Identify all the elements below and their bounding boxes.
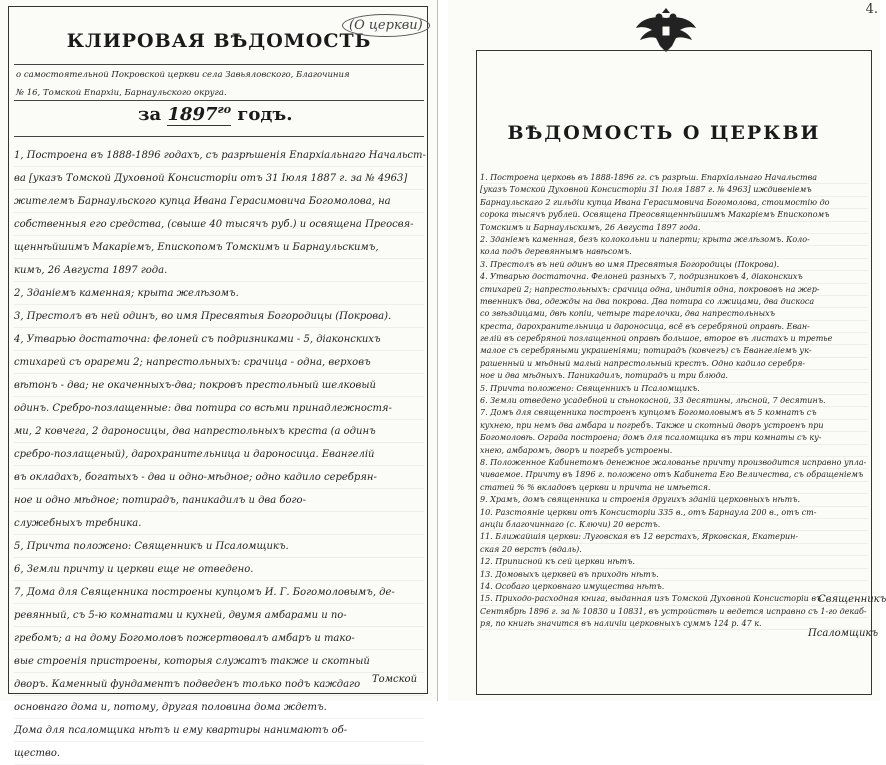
manuscript-line: служебныхъ требника. bbox=[14, 512, 424, 535]
manuscript-line: Барнаульскаго 2 гильдіи купца Ивана Герасимовича Богомолова, стоимостію до bbox=[480, 197, 868, 209]
manuscript-line: 10. Разстояніе церкви отъ Консисторіи 335 в., отъ Барнаула 200 в., отъ ст- bbox=[480, 507, 868, 519]
manuscript-line: стихарей съ орареми 2; напрестольныхъ: срачица - одна, верховъ bbox=[14, 351, 424, 374]
manuscript-line: статей % % вкладовъ церкви и причта не имѣется. bbox=[480, 482, 868, 494]
year-prefix: за bbox=[138, 104, 162, 125]
page-number: 4. bbox=[865, 2, 878, 17]
manuscript-line: въ окладахъ, богатыхъ - два и одно-мѣдное; одно кадило серебрян- bbox=[14, 466, 424, 489]
manuscript-line: 3. Престолъ въ ней одинъ во имя Пресвятыя Богородицы (Покрова). bbox=[480, 259, 868, 271]
manuscript-line: ное и одно мѣдное; потирадъ, паникадилъ и два бого- bbox=[14, 489, 424, 512]
manuscript-line: собственныя его средства, (свыше 40 тысячъ руб.) и освящена Преосвя- bbox=[14, 213, 424, 236]
manuscript-line: 6, Земли причту и церкви еще не отведено. bbox=[14, 558, 424, 581]
right-page-title: ВѢДОМОСТЬ О ЦЕРКВИ bbox=[507, 122, 821, 144]
manuscript-line: анціи благочиннаго (с. Ключи) 20 верстъ. bbox=[480, 519, 868, 531]
divider bbox=[14, 100, 424, 101]
right-entries bbox=[480, 172, 868, 630]
manuscript-line: [указъ Томской Духовной Консисторіи 31 Іюля 1887 г. № 4963] иждивеніемъ bbox=[480, 184, 868, 196]
year-heading bbox=[138, 103, 292, 125]
manuscript-line: чиваемое. Причту въ 1896 г. положено отъ Кабинета Его Величества, съ обращеніемъ bbox=[480, 469, 868, 481]
manuscript-line: ное и два мѣдныхъ. Паникадилъ, потирадъ и три блюда. bbox=[480, 370, 868, 382]
manuscript-line: ря, по книгѣ значится въ наличіи церковныхъ суммъ 124 р. 47 к. bbox=[480, 618, 868, 630]
manuscript-line: 12. Приписной къ сей церкви нѣтъ. bbox=[480, 556, 868, 568]
manuscript-line: сребро-позлащеный), дарохранительница и дароносица. Евангелій bbox=[14, 443, 424, 466]
manuscript-line: малое съ серебряными украшеніями; потирадъ (ковчегъ) съ Евангеліемъ ук- bbox=[480, 345, 868, 357]
manuscript-line: Томскимъ и Барнаульскимъ, 26 Августа 1897 года. bbox=[480, 222, 868, 234]
manuscript-line: 4. Утварью достаточна. Фелоней разныхъ 7, подризниковъ 4, діаконскихъ bbox=[480, 271, 868, 283]
manuscript-line: 8. Положенное Кабинетомъ денежное жалованье причту производится исправно упла- bbox=[480, 457, 868, 469]
manuscript-line: щеннѣйшимъ Макаріемъ, Епископомъ Томскимъ и Барнаульскимъ, bbox=[14, 236, 424, 259]
manuscript-line: кухнею, при немъ два амбара и погребъ. Также и скотный дворъ устроенъ при bbox=[480, 420, 868, 432]
manuscript-line: ская 20 верстъ (вдаль). bbox=[480, 544, 868, 556]
manuscript-line: 5. Причта положено: Священникъ и Псаломщикъ. bbox=[480, 383, 868, 395]
manuscript-line: 1, Построена въ 1888-1896 годахъ, съ разрѣшенія Епархіальнаго Начальст- bbox=[14, 144, 424, 167]
right-signature-psalmist: Псаломщикъ bbox=[808, 628, 879, 639]
manuscript-line: 13. Домовыхъ церквей въ приходѣ нѣтъ. bbox=[480, 569, 868, 581]
manuscript-line: стихарей 2; напрестольныхъ: срачица одна, индитія одна, покрововъ на жер- bbox=[480, 284, 868, 296]
manuscript-line: гребомъ; а на дому Богомоловъ пожертвовалъ амбаръ и тако- bbox=[14, 627, 424, 650]
manuscript-line: твенникъ два, одежды на два покрова. Два потира со лжицами, два дискоса bbox=[480, 296, 868, 308]
right-signature-priest: Священникъ bbox=[818, 594, 886, 605]
right-page bbox=[448, 0, 886, 701]
left-subtitle-line-1: о самостоятельной Покровской церкви села Завьяловского, Благочиния bbox=[16, 70, 350, 80]
manuscript-line: одинъ. Сребро-позлащенные: два потира со всѣми принадлежностя- bbox=[14, 397, 424, 420]
year-suffix: годъ. bbox=[237, 104, 293, 125]
manuscript-line: со звѣздицами, двѣ копіи, четыре тарелочки, два напрестольныхъ bbox=[480, 308, 868, 320]
manuscript-line: Сентябрѣ 1896 г. за № 10830 и 10831, въ устройствѣ и ведется исправно съ 1-го декаб- bbox=[480, 606, 868, 618]
manuscript-line: дворъ. Каменный фундаментъ подведенъ только подъ каждаго bbox=[14, 673, 424, 696]
manuscript-line: 9. Храмъ, домъ священника и строенія другихъ зданій церковныхъ нѣтъ. bbox=[480, 494, 868, 506]
manuscript-line: щество. bbox=[14, 742, 424, 765]
manuscript-line: сорока тысячъ рублей. Освящена Преосвященнѣйшимъ Макаріемъ Епископомъ bbox=[480, 209, 868, 221]
left-subtitle-line-2: № 16, Томской Епархіи, Барнаульского округа. bbox=[16, 88, 227, 98]
manuscript-line: 2, Зданіемъ каменная; крыта желѣзомъ. bbox=[14, 282, 424, 305]
manuscript-line: Дома для псаломщика нѣтъ и ему квартиры нанимаютъ об- bbox=[14, 719, 424, 742]
manuscript-line: ми, 2 ковчега, 2 дароносицы, два напрестольныхъ креста (а одинъ bbox=[14, 420, 424, 443]
manuscript-line: рашенный и мѣдный малый напрестольный крестъ. Одно кадило серебря- bbox=[480, 358, 868, 370]
left-page-title-note: (О церкви) bbox=[342, 14, 430, 37]
manuscript-line: ревянный, съ 5-ю комнатами и кухней, двумя амбарами и по- bbox=[14, 604, 424, 627]
manuscript-line: 4, Утварью достаточна: фелоней съ подризниками - 5, діаконскихъ bbox=[14, 328, 424, 351]
manuscript-line: ва [указъ Томской Духовной Консисторіи отъ 31 Іюля 1887 г. за № 4963] bbox=[14, 167, 424, 190]
manuscript-line: кимъ, 26 Августа 1897 года. bbox=[14, 259, 424, 282]
divider bbox=[14, 136, 424, 137]
manuscript-line: 7. Домъ для священника построенъ купцомъ Богомоловымъ въ 5 комнатъ съ bbox=[480, 407, 868, 419]
year-value: $1897^{го}$ bbox=[167, 103, 232, 125]
manuscript-line: креста, дарохранительница и дароносица, всё въ серебряной оправѣ. Еван- bbox=[480, 321, 868, 333]
manuscript-line: Богомоловѣ. Ограда построена; домъ для псаломщика въ три комнаты съ ку- bbox=[480, 432, 868, 444]
manuscript-line: хнею, амбаромъ, дворъ и погребъ устроены. bbox=[480, 445, 868, 457]
manuscript-line: гелій въ серебряной позлащенной оправѣ большое, второе въ листахъ и третье bbox=[480, 333, 868, 345]
manuscript-line: 11. Ближайшія церкви: Луговская въ 12 верстахъ, Ярковская, Екатерин- bbox=[480, 531, 868, 543]
left-signature: Томской bbox=[372, 674, 418, 685]
left-page-title: КЛИРОВАЯ ВѢДОМОСТЬ bbox=[66, 30, 372, 52]
manuscript-line: 15. Приходо-расходная книга, выданная изъ Томской Духовной Консисторіи въ bbox=[480, 593, 868, 605]
manuscript-line: вые строенія пристроены, которыя служатъ также и скотный bbox=[14, 650, 424, 673]
manuscript-line: 2. Зданіемъ каменная, безъ колокольни и паперти; крыта желѣзомъ. Коло- bbox=[480, 234, 868, 246]
manuscript-line: 6. Земли отведено усадебной и сѣнокосной, 33 десятины, лѣсной, 7 десятинъ. bbox=[480, 395, 868, 407]
manuscript-line: жителемъ Барнаульского купца Ивана Герасимовича Богомолова, на bbox=[14, 190, 424, 213]
manuscript-line: основнаго дома и, потому, другая половина дома ждетъ. bbox=[14, 696, 424, 719]
left-entries bbox=[14, 144, 424, 765]
left-page bbox=[0, 0, 438, 759]
manuscript-line: 5, Причта положено: Священникъ и Псаломщикъ. bbox=[14, 535, 424, 558]
manuscript-line: 3, Престолъ въ ней одинъ, во имя Пресвятыя Богородицы (Покрова). bbox=[14, 305, 424, 328]
manuscript-line: вѣтонъ - два; не окаченныхъ-два; покровъ престольный шелковый bbox=[14, 374, 424, 397]
double-headed-eagle-emblem bbox=[634, 4, 698, 54]
manuscript-line: 14. Особаго церковнаго имущества нѣтъ. bbox=[480, 581, 868, 593]
manuscript-line: 1. Построена церковь въ 1888-1896 гг. съ разрѣш. Епархіальнаго Начальства bbox=[480, 172, 868, 184]
manuscript-line: кола подъ деревяннымъ навѣсомъ. bbox=[480, 246, 868, 258]
divider bbox=[14, 64, 424, 65]
manuscript-line: 7, Дома для Священника построены купцомъ И. Г. Богомоловымъ, де- bbox=[14, 581, 424, 604]
